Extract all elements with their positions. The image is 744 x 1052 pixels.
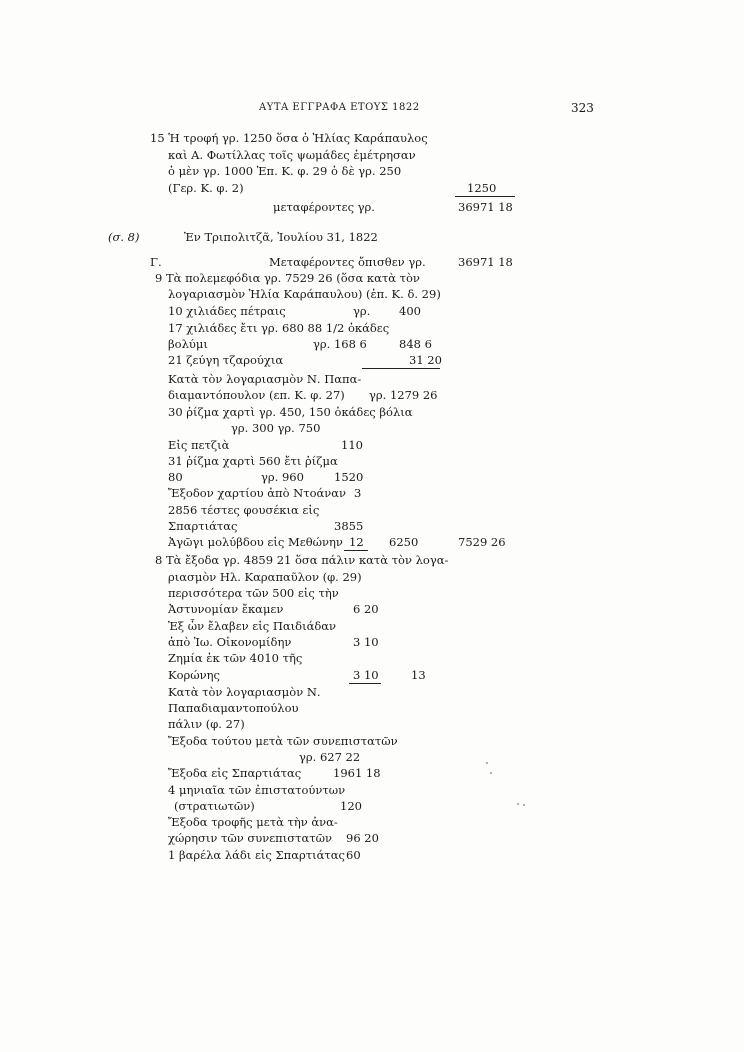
text-line: Εἰς πετζιὰ: [168, 438, 230, 452]
text-line: ὁ μὲν γρ. 1000 Ἐπ. Κ. φ. 29 ὁ δὲ γρ. 250: [168, 164, 402, 178]
amount: 36971 18: [458, 255, 513, 269]
text-line: Παπαδιαμαντοπούλου: [168, 701, 299, 715]
amount: 3 10: [353, 635, 379, 649]
margin-note: (σ. 8): [108, 230, 140, 244]
amount: 6 20: [353, 602, 379, 616]
amount: 12: [349, 535, 364, 549]
text-line: 8 Τὰ ἔξοδα γρ. 4859 21 ὅσα πάλιν κατὰ τὸν λογα-: [155, 553, 449, 567]
text-line: Μεταφέροντες ὄπισθεν γρ.: [269, 255, 426, 269]
text-line: 1 βαρέλα λάδι εἰς Σπαρτιάτας: [168, 848, 345, 862]
text-line: Κατὰ τὸν λογαριασμὸν Ν. Παπα-: [168, 372, 362, 386]
amount: 400: [399, 304, 421, 318]
amount: 110: [341, 438, 363, 452]
amount: 60: [346, 848, 361, 862]
amount: 96 20: [346, 831, 379, 845]
text-line: καὶ Α. Φωτίλλας τοῖς ψωμάδες ἐμέτρησαν: [168, 148, 416, 162]
amount: 3: [354, 486, 362, 500]
text-line: διαμαντόπουλον (επ. Κ. φ. 27): [168, 388, 345, 402]
sum-rule: [362, 368, 440, 369]
text-line: Ἔξοδον χαρτίου ἀπὸ Ντοάναν: [168, 486, 347, 500]
scan-speck: [490, 772, 492, 774]
amount: 13: [411, 668, 426, 682]
page-number: 323: [571, 101, 594, 115]
text-line: Σπαρτιάτας: [168, 519, 238, 533]
text-line: βολύμι: [168, 337, 208, 351]
text-line: ριασμὸν Ηλ. Καραπαῦλον (φ. 29): [168, 570, 362, 584]
section-letter: Γ.: [150, 255, 162, 269]
scan-speck: [486, 762, 488, 764]
text-line: 31 ῥίζμα χαρτὶ 560 ἔτι ῥίζμα: [168, 454, 338, 468]
amount: 36971 18: [458, 200, 513, 214]
amount: 1250: [467, 181, 497, 195]
amount: 3855: [334, 519, 364, 533]
text-line: 17 χιλιάδες ἔτι γρ. 680 88 1/2 ὀκάδες: [168, 321, 390, 335]
text-line: ἀπὸ Ἰω. Οἰκονομίδην: [168, 635, 292, 649]
amount: γρ. 1279 26: [369, 388, 438, 402]
text-line: 4 μηνιαῖα τῶν ἐπιστατούντων: [168, 783, 346, 797]
text-line: περισσότερα τῶν 500 εἰς τὴν: [168, 586, 339, 600]
text-line: (στρατιωτῶν): [174, 799, 255, 813]
dateline: Ἐν Τριπολιτζᾶ, Ἰουλίου 31, 1822: [184, 230, 378, 244]
text-line: Ἀγῶγι μολύβδου εἰς Μεθώνην: [168, 535, 343, 549]
amount: 120: [340, 799, 362, 813]
scan-speck: [523, 804, 525, 806]
text-line: 30 ῥίζμα χαρτὶ γρ. 450, 150 ὀκάδες βόλια: [168, 405, 413, 419]
sum-rule: [455, 196, 515, 197]
text-line: πάλιν (φ. 27): [168, 717, 245, 731]
amount: 1520: [334, 470, 364, 484]
amount: γρ. 627 22: [299, 750, 361, 764]
text-line: 15 Ἡ τροφή γρ. 1250 ὅσα ὁ Ἠλίας Καράπαυλος: [150, 131, 428, 145]
text-line: 9 Τὰ πολεμεφόδια γρ. 7529 26 (ὅσα κατὰ τὸν: [155, 271, 420, 285]
sum-rule: [349, 683, 381, 684]
text-line: Κορώνης: [168, 668, 220, 682]
text-line: Ἔξοδα εἰς Σπαρτιάτας: [168, 766, 302, 780]
text-line: Ἐξ ὧν ἔλαβεν εἰς Παιδιάδαν: [168, 619, 337, 633]
text-line: Ἔξοδα τούτου μετὰ τῶν συνεπιστατῶν: [168, 734, 398, 748]
amount: 7529 26: [458, 535, 506, 549]
text-line: Κατὰ τὸν λογαριασμὸν Ν.: [168, 685, 321, 699]
amount: 1961 18: [333, 766, 381, 780]
text-line: 21 ζεύγη τζαρούχια: [168, 353, 284, 367]
amount: γρ. 960: [261, 470, 304, 484]
text-line: Ἔξοδα τροφῆς μετὰ τὴν ἀνα-: [168, 815, 338, 829]
text-line: (Γερ. Κ. φ. 2): [168, 181, 244, 195]
text-line: 10 χιλιάδες πέτραις: [168, 304, 286, 318]
text-line: 2856 τέστες φουσέκια εἰς: [168, 503, 320, 517]
text-line: μεταφέροντες γρ.: [273, 200, 375, 214]
amount: 3 10: [353, 668, 379, 682]
text-line: γρ.: [353, 304, 371, 318]
text-line: λογαριασμὸν Ἠλία Καράπαυλου) (ἐπ. Κ. δ. 29): [168, 287, 441, 301]
text-line: χώρησιν τῶν συνεπιστατῶν: [168, 831, 332, 845]
text-line: 80: [168, 470, 183, 484]
text-line: Ζημία ἐκ τῶν 4010 τῆς: [168, 651, 303, 665]
running-title: ΑΥΤΑ ΕΓΓΡΑΦΑ ΕΤΟΥΣ 1822: [259, 102, 420, 113]
amount: 31 20: [409, 353, 442, 367]
text-line: Ἀστυνομίαν ἔκαμεν: [168, 602, 284, 616]
amount: 6250: [389, 535, 419, 549]
amount: γρ. 168 6: [313, 337, 367, 351]
sum-rule: [344, 550, 368, 551]
scan-speck: [517, 803, 519, 805]
amount: 848 6: [399, 337, 432, 351]
text-line: γρ. 300 γρ. 750: [231, 421, 321, 435]
